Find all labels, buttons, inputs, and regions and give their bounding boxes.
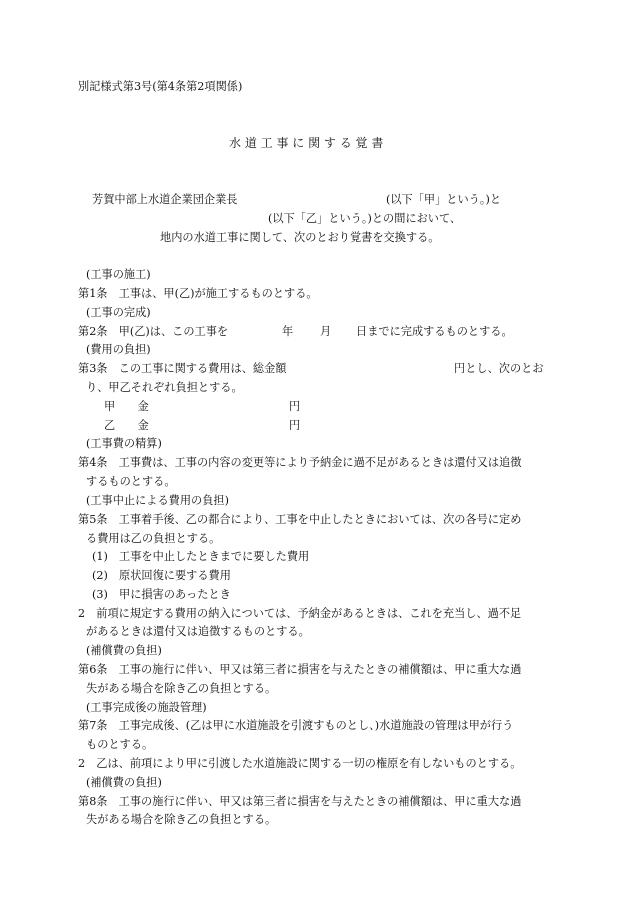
article-3-kou: 甲 金 bbox=[104, 400, 149, 413]
article-2-day: 日までに完成するものとする。 bbox=[356, 325, 513, 338]
heading-art3: (費用の負担) bbox=[86, 343, 151, 356]
heading-art8: (補償費の負担) bbox=[86, 776, 162, 789]
heading-art2: (工事の完成) bbox=[86, 306, 151, 319]
document-title: 水 道 工 事 に 関 す る 覚 書 bbox=[229, 136, 384, 150]
article-7-para2: 2 乙は、前項により甲に引渡した水道施設に関する一切の権原を有しないものとする。 bbox=[78, 757, 522, 770]
article-7-line1: 第7条 工事完成後、(乙は甲に水道施設を引渡すものとし、)水道施設の管理は甲が行う bbox=[78, 719, 514, 732]
article-5-item3: (3) 甲に損害のあったとき bbox=[92, 588, 231, 601]
article-5-para2-line1: 2 前項に規定する費用の納入については、予納金があるときは、これを充当し、過不足 bbox=[78, 607, 522, 620]
intro-purpose: 地内の水道工事に関して、次のとおり覚書を交換する。 bbox=[160, 231, 440, 244]
article-2-month: 月 bbox=[320, 325, 332, 338]
article-5-line2: る費用は乙の負担とする。 bbox=[86, 532, 221, 545]
article-2-year: 年 bbox=[282, 325, 294, 338]
intro-party-a-suffix: (以下「甲」という。)と bbox=[386, 193, 502, 206]
article-6-line2: 失がある場合を除き乙の負担とする。 bbox=[86, 682, 277, 695]
article-3-yen: 円とし、次のとお bbox=[454, 362, 544, 375]
article-8-line1: 第8条 工事の施行に伴い、甲又は第三者に損害を与えたときの補償額は、甲に重大な過 bbox=[78, 795, 522, 808]
article-3-kou-yen: 円 bbox=[289, 400, 301, 413]
article-5-item1: (1) 工事を中止したときまでに要した費用 bbox=[92, 550, 310, 563]
heading-art4: (工事費の精算) bbox=[86, 437, 162, 450]
article-3-line2: り、甲乙それぞれ負担とする。 bbox=[86, 381, 243, 394]
intro-party-a: 芳賀中部上水道企業団企業長 bbox=[92, 193, 238, 206]
heading-art7: (工事完成後の施設管理) bbox=[86, 701, 207, 714]
article-8-line2: 失がある場合を除き乙の負担とする。 bbox=[86, 813, 277, 826]
article-4-line1: 第4条 工事費は、工事の内容の変更等により予納金に過不足があるときは還付又は追徴 bbox=[78, 456, 522, 469]
heading-art1: (工事の施工) bbox=[86, 268, 151, 281]
article-5-line1: 第5条 工事着手後、乙の都合により、工事を中止したときにおいては、次の各号に定め bbox=[78, 513, 522, 526]
article-7-line2: ものとする。 bbox=[86, 738, 154, 751]
article-3-text: 第3条 この工事に関する費用は、総金額 bbox=[78, 362, 287, 375]
article-4-line2: するものとする。 bbox=[86, 475, 176, 488]
heading-art5: (工事中止による費用の負担) bbox=[86, 494, 229, 507]
heading-art6: (補償費の負担) bbox=[86, 644, 162, 657]
article-3-otsu-yen: 円 bbox=[289, 419, 301, 432]
article-5-para2-line2: があるときは還付又は追徴するものとする。 bbox=[86, 625, 310, 638]
intro-party-b: (以下「乙」という。)との間において、 bbox=[268, 212, 462, 225]
article-1: 第1条 工事は、甲(乙)が施工するものとする。 bbox=[78, 287, 318, 300]
form-number: 別記様式第3号(第4条第2項関係) bbox=[78, 80, 243, 93]
article-2-text: 第2条 甲(乙)は、この工事を bbox=[78, 325, 229, 338]
article-3-otsu: 乙 金 bbox=[104, 419, 149, 432]
article-6-line1: 第6条 工事の施行に伴い、甲又は第三者に損害を与えたときの補償額は、甲に重大な過 bbox=[78, 663, 522, 676]
article-5-item2: (2) 原状回復に要する費用 bbox=[92, 569, 231, 582]
